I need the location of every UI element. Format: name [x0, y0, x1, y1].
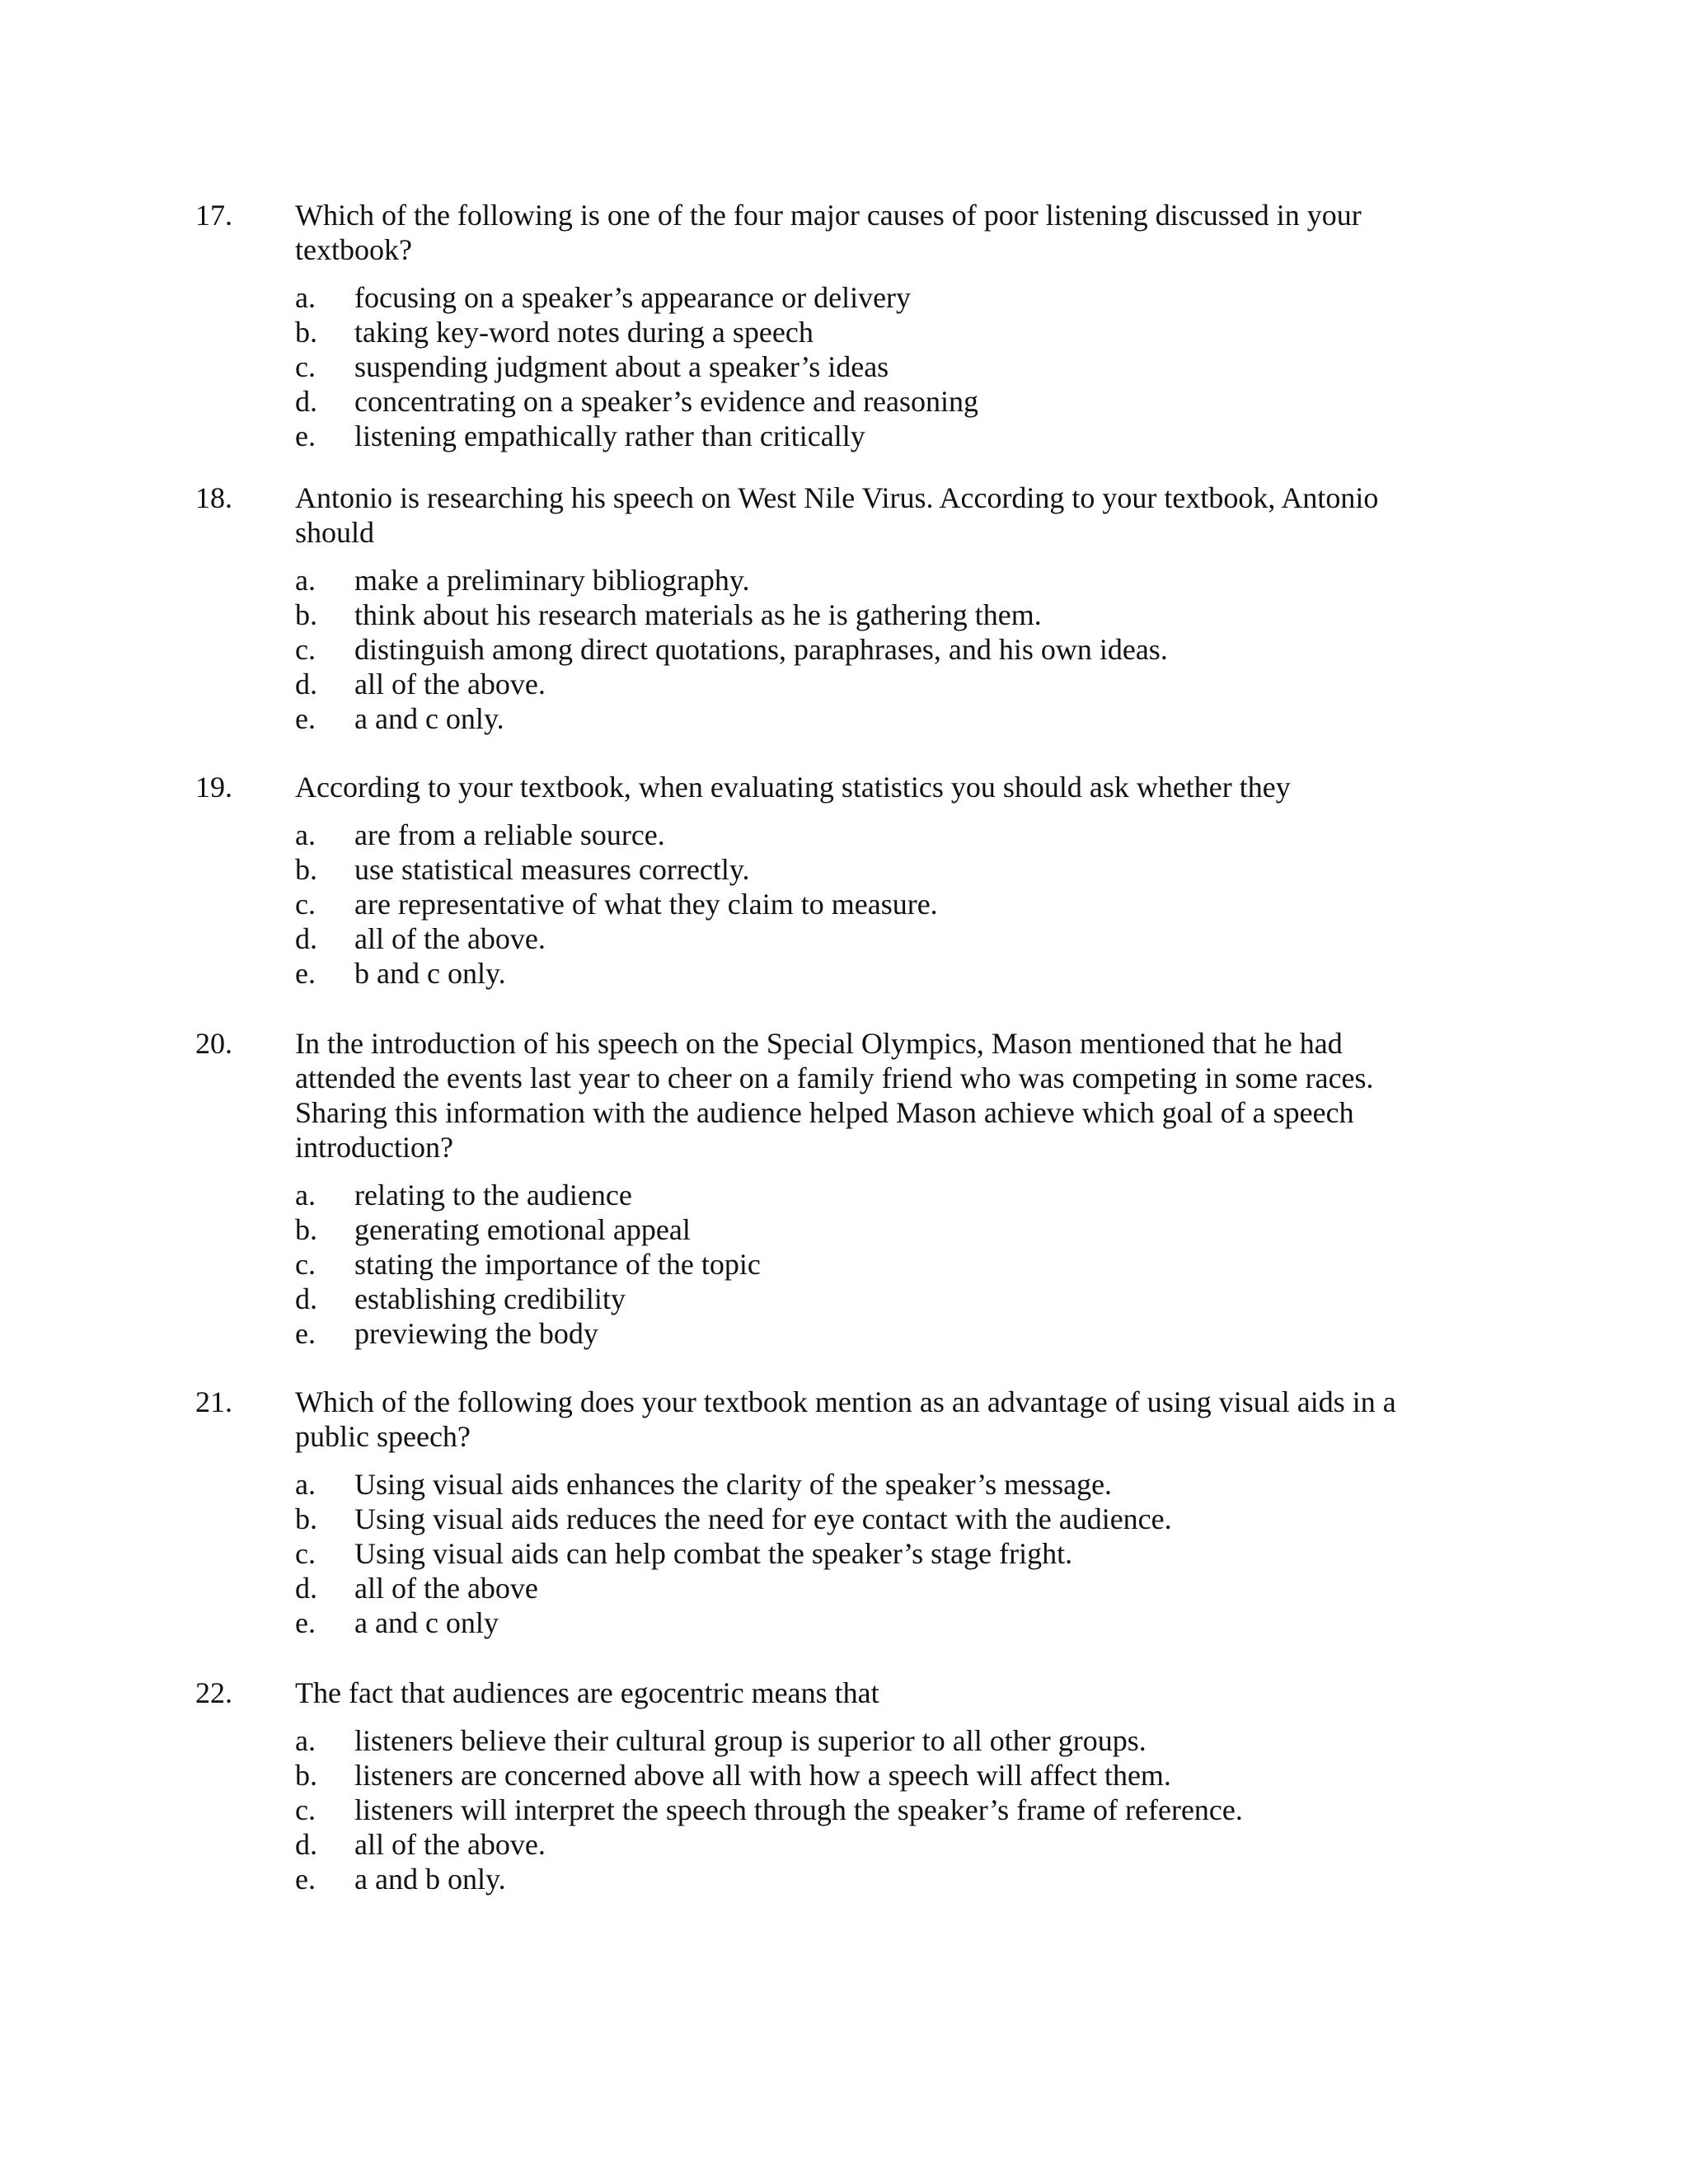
- answer-option: [0, 701, 1688, 736]
- answer-option: [0, 598, 1688, 632]
- option-letter: b.: [295, 853, 317, 886]
- option-letter: d.: [295, 385, 317, 418]
- option-text: listeners are concerned above all with how a speech will affect them.: [354, 1759, 1171, 1792]
- option-text: a and c only: [354, 1606, 499, 1639]
- option-letter: c.: [295, 1793, 316, 1826]
- option-letter: e.: [295, 702, 316, 735]
- option-letter: a.: [295, 281, 316, 314]
- option-text: generating emotional appeal: [354, 1213, 691, 1246]
- option-letter: d.: [295, 1572, 317, 1605]
- option-text: Using visual aids enhances the clarity of the speaker’s message.: [354, 1468, 1113, 1501]
- answer-option: [0, 1793, 1688, 1827]
- answer-option: [0, 1605, 1688, 1640]
- answer-option: [0, 563, 1688, 598]
- answer-option: [0, 1827, 1688, 1862]
- answer-option: [0, 1723, 1688, 1758]
- answer-option: [0, 887, 1688, 921]
- question-text: Which of the following is one of the four major causes of poor listening discussed in your textbook?: [295, 199, 1362, 266]
- option-letter: b.: [295, 316, 317, 349]
- option-letter: a.: [295, 564, 316, 597]
- answer-option: [0, 852, 1688, 887]
- question-number: 22.: [195, 1676, 232, 1709]
- option-text: concentrating on a speaker’s evidence and reasoning: [354, 385, 979, 418]
- option-text: think about his research materials as he is gathering them.: [354, 598, 1042, 631]
- option-text: a and c only.: [354, 702, 504, 735]
- option-text: focusing on a speaker’s appearance or delivery: [354, 281, 912, 314]
- option-text: use statistical measures correctly.: [354, 853, 750, 886]
- answer-option: [0, 1502, 1688, 1536]
- option-text: all of the above.: [354, 1828, 546, 1861]
- question-number: 19.: [195, 771, 232, 804]
- option-text: Using visual aids can help combat the speaker’s stage fright.: [354, 1537, 1073, 1570]
- option-letter: b.: [295, 1213, 317, 1246]
- question-number: 20.: [195, 1027, 232, 1060]
- option-letter: d.: [295, 668, 317, 701]
- option-text: listeners will interpret the speech through the speaker’s frame of reference.: [354, 1793, 1243, 1826]
- option-text: listeners believe their cultural group is superior to all other groups.: [354, 1724, 1146, 1757]
- option-text: are representative of what they claim to measure.: [354, 888, 938, 921]
- option-text: Using visual aids reduces the need for eye contact with the audience.: [354, 1502, 1172, 1535]
- option-letter: a.: [295, 818, 316, 851]
- option-letter: a.: [295, 1179, 316, 1212]
- option-letter: b.: [295, 1502, 317, 1535]
- option-text: distinguish among direct quotations, paraphrases, and his own ideas.: [354, 633, 1168, 666]
- question-text: Antonio is researching his speech on West Nile Virus. According to your textbook, Antonio should: [295, 481, 1379, 549]
- answer-option: [0, 1571, 1688, 1605]
- option-letter: d.: [295, 1828, 317, 1861]
- answer-option: [0, 1247, 1688, 1282]
- option-text: previewing the body: [354, 1317, 598, 1350]
- option-text: establishing credibility: [354, 1282, 626, 1315]
- option-letter: e.: [295, 419, 316, 452]
- question-text: In the introduction of his speech on the Special Olympics, Mason mentioned that he had attended the events last year to cheer on a family friend who was competing in some races. Sharing this information with the audience helped Mason achieve which goal of a speech introduction?: [295, 1027, 1374, 1164]
- option-letter: c.: [295, 350, 316, 383]
- answer-option: [0, 1758, 1688, 1793]
- option-letter: c.: [295, 888, 316, 921]
- option-letter: e.: [295, 1863, 316, 1896]
- question-text: The fact that audiences are egocentric means that: [295, 1676, 879, 1709]
- answer-option: [0, 1316, 1688, 1351]
- answer-option: [0, 315, 1688, 349]
- answer-option: [0, 921, 1688, 956]
- question-text: According to your textbook, when evaluating statistics you should ask whether they: [295, 771, 1291, 804]
- option-letter: e.: [295, 1606, 316, 1639]
- answer-option: [0, 419, 1688, 453]
- option-letter: b.: [295, 598, 317, 631]
- question-text: Which of the following does your textbook mention as an advantage of using visual aids in a public speech?: [295, 1385, 1396, 1453]
- answer-option: [0, 818, 1688, 852]
- answer-option: [0, 667, 1688, 701]
- option-text: listening empathically rather than critically: [354, 419, 865, 452]
- option-text: are from a reliable source.: [354, 818, 665, 851]
- option-text: relating to the audience: [354, 1179, 632, 1212]
- answer-option: [0, 632, 1688, 667]
- option-text: b and c only.: [354, 957, 506, 990]
- option-letter: d.: [295, 922, 317, 955]
- option-letter: c.: [295, 633, 316, 666]
- answer-option: [0, 1536, 1688, 1571]
- option-text: stating the importance of the topic: [354, 1248, 761, 1281]
- option-letter: e.: [295, 957, 316, 990]
- option-text: a and b only.: [354, 1863, 506, 1896]
- option-letter: c.: [295, 1248, 316, 1281]
- option-letter: a.: [295, 1724, 316, 1757]
- option-letter: d.: [295, 1282, 317, 1315]
- answer-option: [0, 349, 1688, 384]
- answer-option: [0, 280, 1688, 315]
- question-number: 17.: [195, 199, 232, 232]
- option-text: taking key-word notes during a speech: [354, 316, 814, 349]
- option-text: suspending judgment about a speaker’s ideas: [354, 350, 889, 383]
- answer-option: [0, 1282, 1688, 1316]
- option-text: all of the above: [354, 1572, 538, 1605]
- answer-option: [0, 1862, 1688, 1896]
- option-letter: b.: [295, 1759, 317, 1792]
- question-number: 18.: [195, 481, 232, 514]
- option-text: all of the above.: [354, 668, 546, 701]
- answer-option: [0, 384, 1688, 419]
- option-text: make a preliminary bibliography.: [354, 564, 750, 597]
- answer-option: [0, 956, 1688, 991]
- option-letter: e.: [295, 1317, 316, 1350]
- answer-option: [0, 1178, 1688, 1212]
- answer-option: [0, 1212, 1688, 1247]
- question-number: 21.: [195, 1385, 232, 1418]
- answer-option: [0, 1467, 1688, 1502]
- option-letter: c.: [295, 1537, 316, 1570]
- option-text: all of the above.: [354, 922, 546, 955]
- option-letter: a.: [295, 1468, 316, 1501]
